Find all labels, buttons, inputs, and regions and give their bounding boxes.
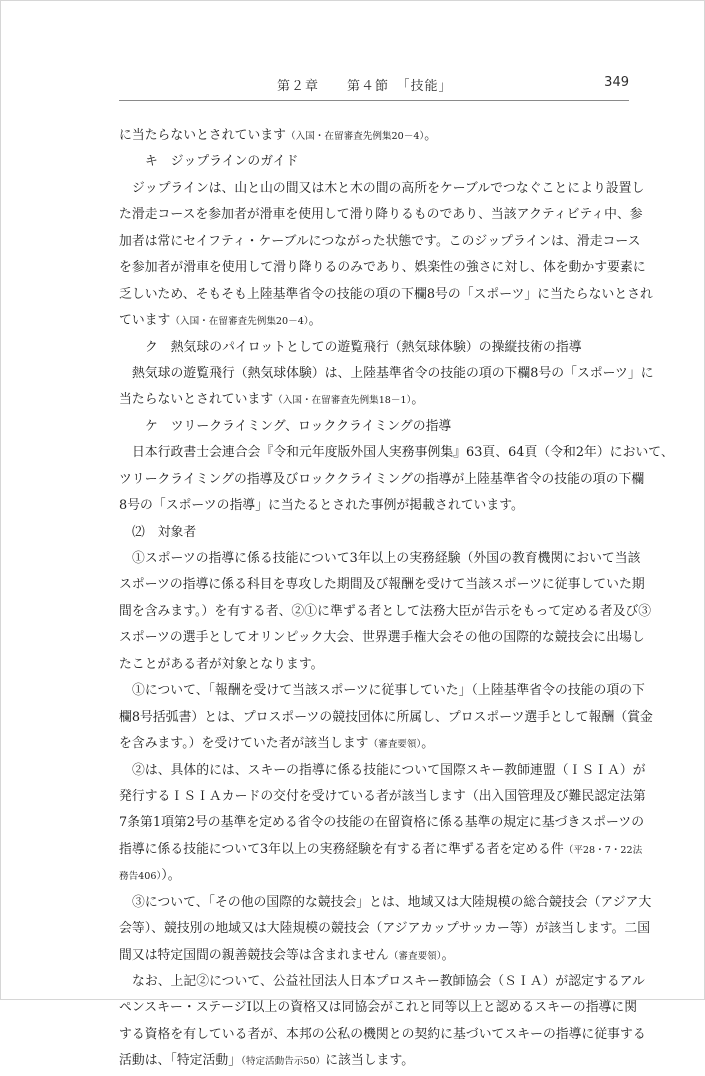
text-segment: 発行するＩＳＩＡカードの交付を受けている者が該当します（出入国管理及び難民認定法第	[119, 788, 646, 804]
text-segment: に当たらないとされています	[119, 128, 287, 143]
text-segment: ③について、「その他の国際的な競技会」とは、地域又は大陸規模の総合競技会（アジア大	[132, 894, 652, 910]
text-segment: ⑵ 対象者	[132, 524, 197, 540]
text-line	[119, 308, 634, 334]
text-line	[119, 1022, 646, 1048]
text-segment: ①スポーツの指導に係る技能について3年以上の実務経験（外国の教育機関において当該	[132, 551, 641, 566]
text-segment: 。	[411, 392, 425, 408]
text-line	[119, 784, 646, 810]
citation-note: （平28・7・22法	[563, 844, 643, 856]
text-segment: 指導に係る技能について3年以上の実務経験を有する者に準ずる者を定める件	[119, 841, 564, 857]
text-segment: 活動は、「特定活動」	[119, 1053, 242, 1069]
citation-note: （入国・在留審査先例集18－1）	[273, 395, 412, 407]
text-segment: 。	[424, 128, 438, 143]
text-line	[119, 995, 638, 1021]
text-segment: 当たらないとされています	[119, 392, 274, 408]
text-segment: に該当します。	[325, 1053, 415, 1069]
citation-note: （入国・在留審査先例集20－4）	[286, 131, 425, 142]
text-segment: ①について、「報酬を受けて当該スポーツに従事していた」（上陸基準省令の技能の項の下	[132, 683, 645, 699]
text-line	[119, 467, 645, 493]
text-line	[119, 387, 634, 413]
text-line	[119, 890, 652, 916]
text-line	[119, 758, 646, 784]
text-segment: 加者は常にセイフティ・ケーブルにつながった状態です。このジップラインは、滑走コース	[119, 233, 641, 249]
text-segment: ②は、具体的には、スキーの指導に係る技能について国際スキー教師連盟（ＩＳＩＡ）が	[132, 762, 646, 778]
text-line	[119, 229, 641, 255]
text-segment: なお、上記②について、公益社団法人日本プロスキー教師協会（ＳＩＡ）が認定するアル	[132, 974, 645, 989]
text-line	[119, 837, 643, 863]
text-segment: ク 熱気球のパイロットとしての遊覧飛行（熱気球体験）の操縦技術の指導	[145, 339, 582, 355]
page-number: 349	[604, 75, 629, 90]
text-segment: 8号の「スポーツの指導」に当たるとされた事例が掲載されています。	[119, 498, 524, 514]
text-segment: する資格を有している者が、本邦の公私の機関との契約に基づいてスキーの指導に従事する	[119, 1026, 646, 1042]
text-line	[119, 123, 634, 149]
text-segment: ケ ツリークライミング、ロッククライミングの指導	[145, 418, 452, 434]
chapter-section-title: 第２章 第４節 「技能」	[277, 79, 453, 94]
text-line	[119, 599, 652, 625]
text-segment: たことがある者が対象となります。	[119, 656, 324, 672]
text-segment: スポーツの選手としてオリンピック大会、世界選手権大会その他の国際的な競技会に出場し	[119, 630, 645, 646]
text-segment: 。	[441, 947, 455, 963]
text-segment: 。	[421, 736, 435, 752]
citation-note: 務告406）	[119, 871, 162, 883]
text-line	[119, 731, 634, 757]
text-segment: を参加者が滑車を使用して滑り降りるのみであり、娯楽性の強さに対し、体を動かす要素に	[119, 260, 646, 276]
running-header	[119, 72, 629, 101]
text-line	[119, 969, 645, 995]
text-line	[119, 255, 646, 281]
text-segment: 日本行政書士会連合会『令和元年度版外国人実務事例集』63頁、64頁（令和2年）において、	[132, 445, 674, 461]
text-segment: 7条第1項第2号の基準を定める省令の技能の在留資格に係る基準の規定に基づきスポーツの	[119, 815, 645, 831]
text-segment: ジップラインは、山と山の間又は木と木の間の高所をケーブルでつなぐことにより設置し	[132, 180, 645, 196]
text-segment: 欄8号括弧書）とは、プロスポーツの競技団体に所属し、プロスポーツ選手として報酬（賞金	[119, 709, 653, 725]
text-line	[119, 625, 645, 651]
text-line	[119, 810, 645, 836]
text-segment: た滑走コースを参加者が滑車を使用して滑り降りるものであり、当該アクティビティ中、参	[119, 207, 643, 223]
text-segment: スポーツの指導に係る科目を専攻した期間及び報酬を受けて当該スポーツに従事していた期	[119, 577, 645, 593]
text-segment: を含みます。）を受けていた者が該当します	[119, 736, 369, 752]
text-line	[119, 546, 641, 572]
text-line	[119, 520, 634, 546]
text-segment: 会等）、競技別の地域又は大陸規模の競技会（アジアカップサッカー等）が該当します。二国	[119, 921, 651, 937]
text-line	[119, 440, 674, 466]
text-line	[119, 1048, 634, 1074]
text-line	[119, 916, 651, 942]
text-segment: ツリークライミングの指導及びロッククライミングの指導が上陸基準省令の技能の項の下欄	[119, 471, 645, 487]
citation-note: （入国・在留審査先例集20－4）	[170, 316, 309, 328]
text-line	[119, 335, 634, 361]
text-line	[119, 149, 634, 175]
text-line	[119, 361, 654, 387]
text-line	[119, 705, 653, 731]
text-line	[119, 863, 634, 889]
text-segment: 乏しいため、そもそも上陸基準省令の技能の項の下欄8号の「スポーツ」に当たらないとされ	[119, 286, 653, 302]
text-segment: 間を含みます。）を有する者、②①に準ずる者として法務大臣が告示をもって定める者及び③	[119, 603, 652, 619]
citation-note: （特定活動告示50）	[241, 1056, 326, 1068]
text-line	[119, 652, 634, 678]
text-line	[119, 202, 643, 228]
text-segment: 。	[308, 313, 322, 329]
text-segment: 間又は特定国間の親善競技会等は含まれません	[119, 947, 389, 963]
text-segment: ）。	[161, 868, 181, 884]
text-line	[119, 282, 653, 308]
text-line	[119, 414, 634, 440]
text-line	[119, 572, 645, 598]
citation-note: （審査要領）	[368, 739, 422, 751]
text-segment: 熱気球の遊覧飛行（熱気球体験）は、上陸基準省令の技能の項の下欄8号の「スポーツ」に	[132, 365, 654, 381]
text-segment: ペンスキー・ステージⅠ以上の資格又は同協会がこれと同等以上と認めるスキーの指導に関	[119, 1000, 638, 1016]
citation-note: （審査要領）	[388, 950, 442, 962]
text-line	[119, 678, 645, 704]
text-line	[119, 943, 634, 969]
text-line	[119, 493, 634, 519]
text-segment: ています	[119, 313, 171, 329]
text-line	[119, 176, 645, 202]
body-text	[119, 123, 674, 1075]
text-segment: キ ジップラインのガイド	[145, 154, 299, 170]
